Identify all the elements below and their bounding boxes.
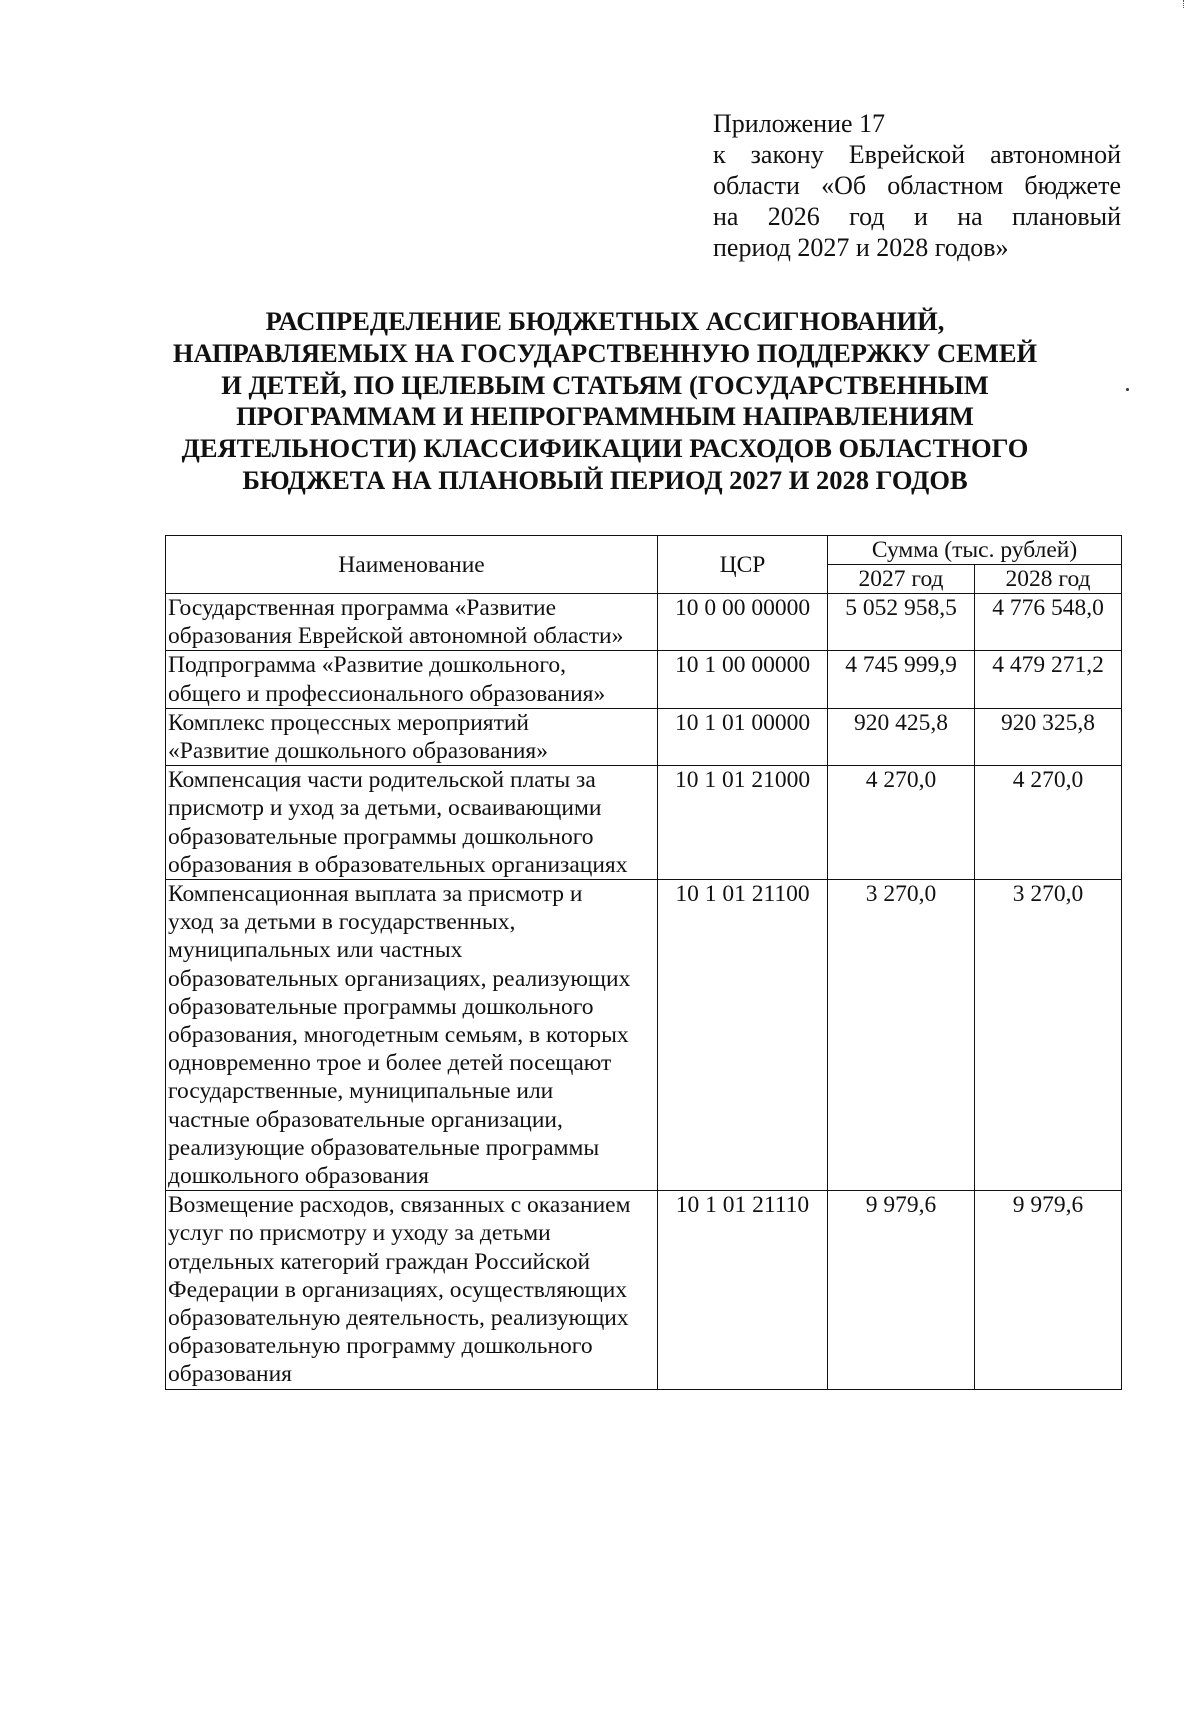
- row-csr: 10 1 01 21110: [658, 1191, 828, 1389]
- row-name-line: Компенсационная выплата за присмотр и: [168, 881, 583, 908]
- row-name-line: образовательные программы дошкольного: [168, 993, 594, 1020]
- row-name-line: общего и профессионального образования»: [168, 680, 606, 707]
- header-csr: ЦСР: [658, 536, 828, 594]
- row-csr: 10 1 01 21100: [658, 880, 828, 1191]
- appendix-law-line: к закону Еврейской автономной: [713, 140, 1121, 169]
- row-amount-2027: 9 979,6: [828, 1191, 975, 1389]
- row-amount-2028: 4 776 548,0: [975, 594, 1122, 651]
- row-name-line: дошкольного образования: [168, 1163, 429, 1190]
- row-amount-2028: 4 479 271,2: [975, 651, 1122, 708]
- title-line: ПРОГРАММАМ И НЕПРОГРАММНЫМ НАПРАВЛЕНИЯМ: [236, 401, 974, 432]
- row-name-line: Государственная программа «Развитие: [168, 595, 557, 621]
- table-row: [166, 651, 1122, 708]
- row-amount-2028: 9 979,6: [975, 1191, 1122, 1389]
- row-csr: 10 1 01 00000: [658, 708, 828, 765]
- table-row: [166, 880, 1122, 1191]
- budget-table: [165, 535, 1122, 1390]
- row-name-line: отдельных категорий граждан Российской: [168, 1248, 591, 1275]
- row-amount-2028: 4 270,0: [975, 766, 1122, 880]
- row-csr: 10 1 01 21000: [658, 766, 828, 880]
- header-name: Наименование: [166, 536, 658, 594]
- row-name-line: Компенсация части родительской платы за: [168, 767, 596, 794]
- row-name-line: муниципальных или частных: [168, 937, 463, 964]
- row-name: [166, 651, 658, 708]
- row-amount-2028: 3 270,0: [975, 880, 1122, 1191]
- row-name-line: уход за детьми в государственных,: [168, 909, 516, 936]
- appendix-law-line: области «Об областном бюджете: [713, 171, 1121, 200]
- row-name-line: услуг по присмотру и уходу за детьми: [168, 1220, 551, 1247]
- title-line: И ДЕТЕЙ, ПО ЦЕЛЕВЫМ СТАТЬЯМ (ГОСУДАРСТВЕННЫМ: [221, 369, 989, 400]
- header-year-2028: 2028 год: [975, 565, 1122, 594]
- row-name-line: Возмещение расходов, связанных с оказанием: [168, 1192, 631, 1219]
- table-body: [166, 594, 1122, 1390]
- row-name-line: частные образовательные организации,: [168, 1106, 563, 1133]
- row-csr: 10 1 00 00000: [658, 651, 828, 708]
- row-amount-2028: 920 325,8: [975, 708, 1122, 765]
- row-amount-2027: 920 425,8: [828, 708, 975, 765]
- table-row: [166, 1191, 1122, 1389]
- table-row: [166, 708, 1122, 765]
- row-amount-2027: 3 270,0: [828, 880, 975, 1191]
- appendix-law-line: на 2026 год и на плановый: [713, 202, 1121, 231]
- row-name-line: «Развитие дошкольного образования»: [168, 738, 548, 765]
- row-name: [166, 766, 658, 880]
- title-line: РАСПРЕДЕЛЕНИЕ БЮДЖЕТНЫХ АССИГНОВАНИЙ,: [265, 306, 945, 336]
- row-name-line: Подпрограмма «Развитие дошкольного,: [168, 652, 567, 679]
- header-year-2027: 2027 год: [828, 565, 975, 594]
- row-name-line: образовательные программы дошкольного: [168, 823, 594, 850]
- header-sum: Сумма (тыс. рублей): [828, 536, 1122, 565]
- row-amount-2027: 4 270,0: [828, 766, 975, 880]
- row-name-line: образования, многодетным семьям, в которых: [168, 1022, 629, 1049]
- row-name-line: образования Еврейской автономной области»: [168, 623, 624, 650]
- table-row: [166, 594, 1122, 651]
- title-line: НАПРАВЛЯЕМЫХ НА ГОСУДАРСТВЕННУЮ ПОДДЕРЖКУ СЕМЕЙ: [172, 337, 1038, 368]
- row-name-line: образования в образовательных организациях: [168, 851, 628, 878]
- row-name-line: Комплекс процессных мероприятий: [168, 709, 530, 736]
- scan-speck: [1126, 388, 1129, 391]
- row-csr: 10 0 00 00000: [658, 594, 828, 651]
- scan-corner-mark: [1183, 0, 1194, 8]
- appendix-law-line: период 2027 и 2028 годов»: [713, 233, 1009, 262]
- document-title: [150, 306, 1060, 497]
- row-amount-2027: 5 052 958,5: [828, 594, 975, 651]
- row-name-line: Федерации в организациях, осуществляющих: [168, 1276, 628, 1303]
- row-name: [166, 880, 658, 1191]
- row-name-line: образовательную программу дошкольного: [168, 1333, 593, 1360]
- table-row: [166, 766, 1122, 880]
- row-name-line: одновременно трое и более детей посещают: [168, 1050, 612, 1077]
- appendix-number: Приложение 17: [713, 109, 886, 138]
- row-name-line: образования: [168, 1361, 292, 1388]
- row-name-line: реализующие образовательные программы: [168, 1134, 600, 1161]
- row-name: [166, 1191, 658, 1389]
- title-line: БЮДЖЕТА НА ПЛАНОВЫЙ ПЕРИОД 2027 И 2028 ГОДОВ: [242, 464, 968, 495]
- row-name: [166, 708, 658, 765]
- title-line: ДЕЯТЕЛЬНОСТИ) КЛАССИФИКАЦИИ РАСХОДОВ ОБЛАСТНОГО: [181, 433, 1029, 464]
- row-name-line: государственные, муниципальные или: [168, 1078, 554, 1105]
- row-name-line: образовательных организациях, реализующих: [168, 965, 631, 992]
- row-amount-2027: 4 745 999,9: [828, 651, 975, 708]
- row-name-line: присмотр и уход за детьми, осваивающими: [168, 795, 602, 822]
- row-name: [166, 594, 658, 651]
- row-name-line: образовательную деятельность, реализующих: [168, 1305, 629, 1332]
- appendix-header: [713, 108, 1121, 263]
